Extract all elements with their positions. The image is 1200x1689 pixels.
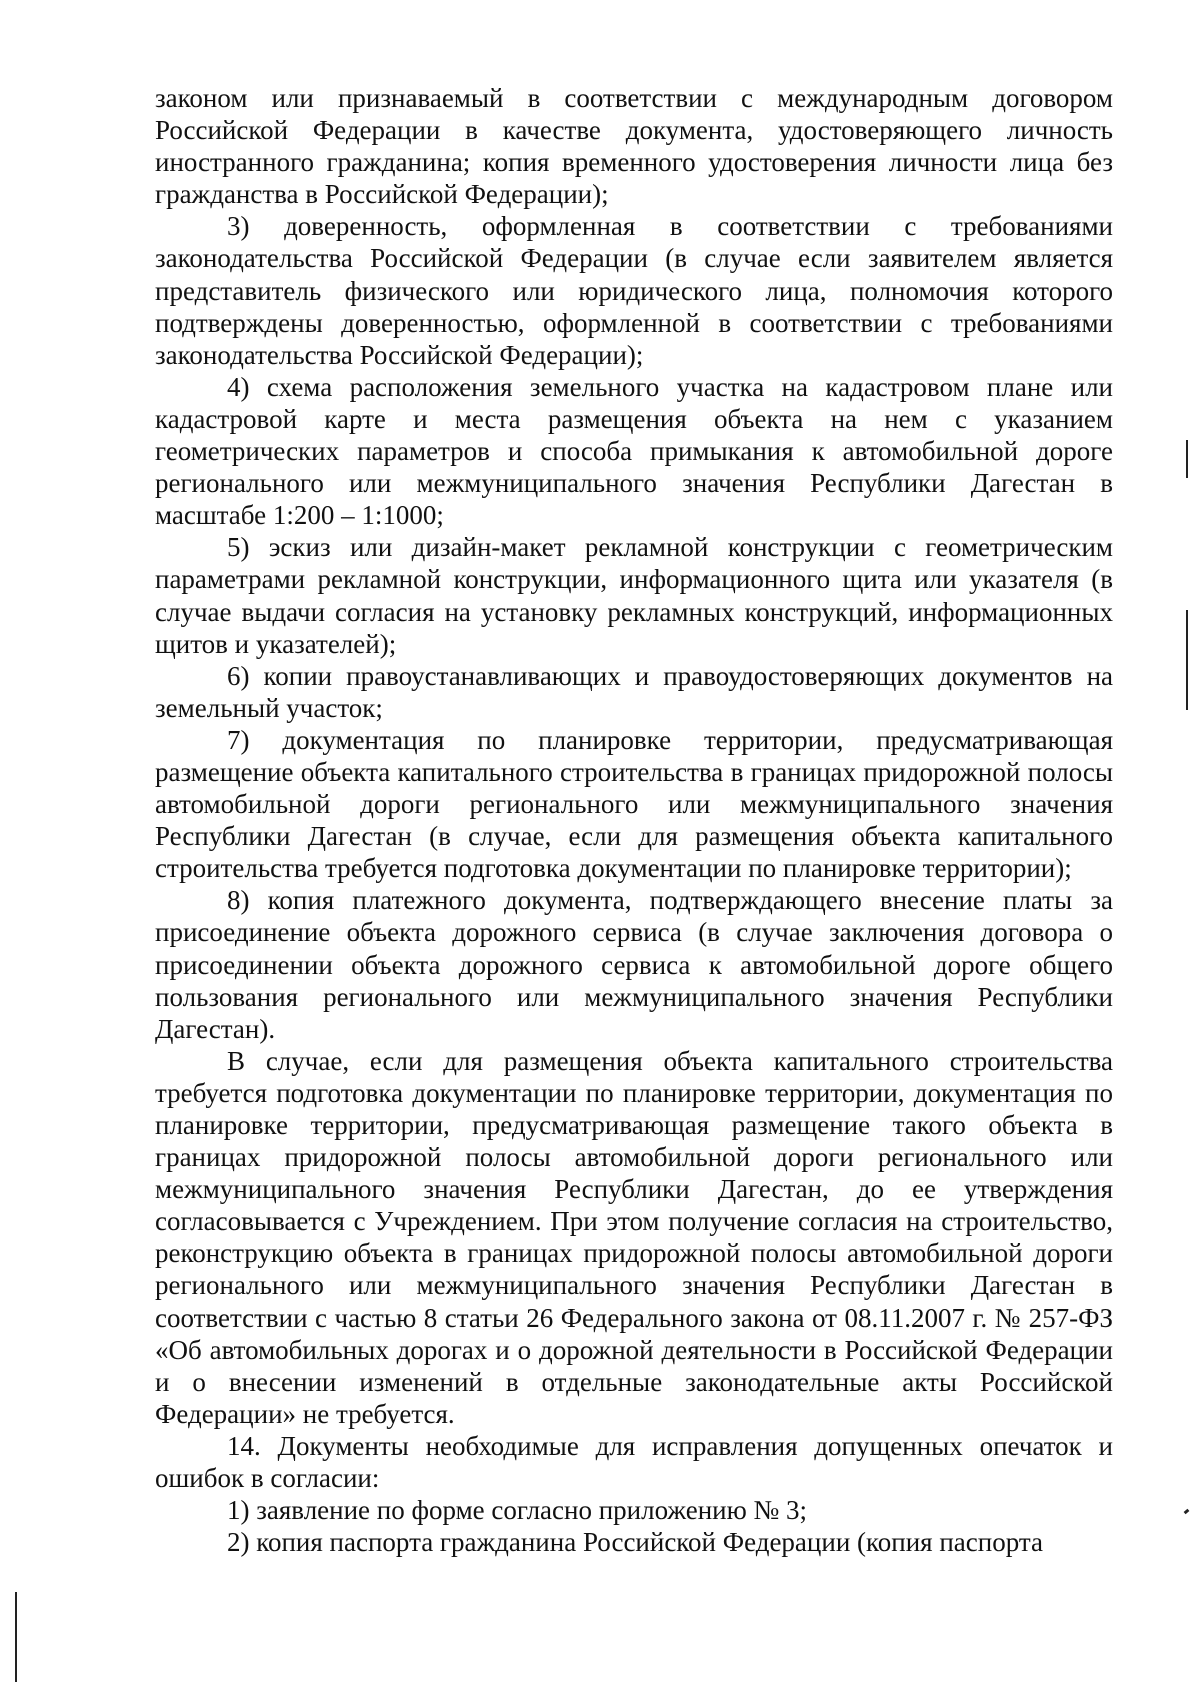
section-14-heading: 14. Документы необходимые для исправления допущенных опечаток и ошибок в согласии: [155,1430,1113,1494]
list-item-7: 7) документация по планировке территории, предусматривающая размещение объекта капитального строительства в границах придорожной полосы автомобильной дороги регионального или межмуниципального значения Республики Дагестан (в случае, если для размещения объекта капитального строительства требуется подготовка документации по планировке территории); [155,724,1113,884]
section-14-item-2: 2) копия паспорта гражданина Российской Федерации (копия паспорта [227,1527,1043,1558]
paragraph-continuation: законом или признаваемый в соответствии с международным договором Российской Федерации в качестве документа, удостоверяющего личность иностранного гражданина; копия временного удостоверения личности лица без гражданства в Российской Федерации); [155,83,1113,210]
section-14-item-1: 1) заявление по форме согласно приложению № 3; [227,1495,808,1526]
list-item-4: 4) схема расположения земельного участка на кадастровом плане или кадастровой карте и места размещения объекта на нем с указанием геометрических параметров и способа примыкания к автомобильной дороге регионального или межмуниципального значения Республики Дагестан в масштабе 1:200 – 1:1000; [155,371,1113,531]
list-item-6: 6) копии правоустанавливающих и правоудостоверяющих документов на земельный участок; [155,660,1113,723]
scan-edge-mark-left [15,1592,17,1682]
document-body [155,82,1113,1558]
list-item-5: 5) эскиз или дизайн-макет рекламной конструкции с геометрическим параметрами рекламной конструкции, информационного щита или указателя (в случае выдачи согласия на установку рекламных конструкций, информационных щитов и указателей); [155,532,1113,659]
scan-speck [1184,1509,1190,1515]
scan-edge-mark-right [1186,610,1188,710]
scan-edge-mark-right-top [1186,440,1188,478]
list-item-3: 3) доверенность, оформленная в соответствии с требованиями законодательства Российской Федерации (в случае если заявителем является представитель физического или юридического лица, полномочия которого подтверждены доверенностью, оформленной в соответствии с требованиями законодательства Российской Федерации); [155,211,1113,370]
paragraph-planning-note: В случае, если для размещения объекта капитального строительства требуется подготовка документации по планировке территории, документация по планировке территории, предусматривающая размещение такого объекта в границах придорожной полосы автомобильной дороги регионального или межмуниципального значения Республики Дагестан, до ее утверждения согласовывается с Учреждением. При этом получение согласия на строительство, реконструкцию объекта в границах придорожной полосы автомобильной дороги регионального или межмуниципального значения Республики Дагестан в соответствии с частью 8 статьи 26 Федерального закона от 08.11.2007 г. № 257-ФЗ «Об автомобильных дорогах и о дорожной деятельности в Российской Федерации и о внесении изменений в отдельные законодательные акты Российской Федерации» не требуется. [155,1045,1113,1429]
list-item-8: 8) копия платежного документа, подтверждающего внесение платы за присоединение объекта дорожного сервиса (в случае заключения договора о присоединении объекта дорожного сервиса к автомобильной дороге общего пользования регионального или межмуниципального значения Республики Дагестан). [155,885,1113,1044]
